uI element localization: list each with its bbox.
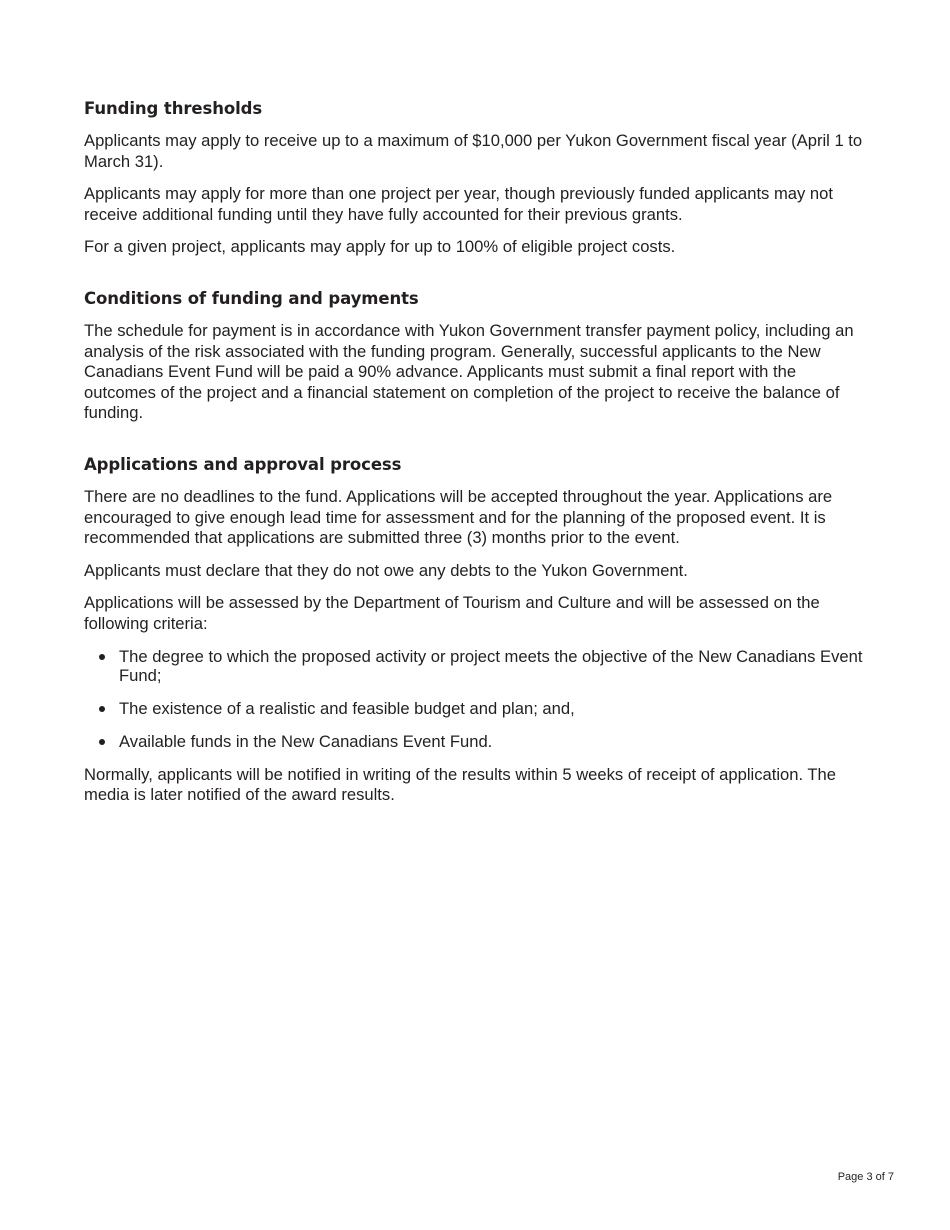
bullet-icon bbox=[99, 654, 105, 660]
paragraph: Applicants may apply for more than one project per year, though previously funded applicants may not receive additional funding until they have fully accounted for their previous grants. bbox=[84, 184, 833, 224]
paragraph: For a given project, applicants may apply for up to 100% of eligible project costs. bbox=[84, 237, 676, 257]
paragraph: Applicants may apply to receive up to a maximum of $10,000 per Yukon Government fiscal year (April 1 to March 31). bbox=[84, 131, 863, 171]
list-item bbox=[84, 732, 869, 751]
list-item bbox=[84, 699, 869, 718]
section-conditions-of-funding bbox=[84, 288, 869, 424]
bullet-icon bbox=[99, 706, 105, 712]
paragraph: Applicants must declare that they do not owe any debts to the Yukon Government. bbox=[84, 560, 688, 580]
paragraph: The schedule for payment is in accordance with Yukon Government transfer payment policy, including an analysis of the risk associated with the funding program. Generally, successful applicants to the New Canadians Event Fund will be paid a 90% advance. Applicants must submit a final report with the outcomes of the project and a financial statement on completion of the project to receive the balance of funding. bbox=[84, 320, 854, 423]
section-heading: Conditions of funding and payments bbox=[84, 288, 419, 308]
section-funding-thresholds bbox=[84, 98, 869, 258]
bullet-icon bbox=[99, 739, 105, 745]
criteria-list bbox=[84, 647, 869, 751]
list-item bbox=[84, 647, 869, 685]
section-heading: Applications and approval process bbox=[84, 454, 402, 474]
document-page bbox=[84, 98, 869, 818]
paragraph: There are no deadlines to the fund. Applications will be accepted throughout the year. Applications are encouraged to give enough lead time for assessment and for the planning of the proposed event. It is recommended that applications are submitted three (3) months prior to the event. bbox=[84, 486, 833, 548]
list-item-text: Available funds in the New Canadians Event Fund. bbox=[119, 731, 493, 751]
section-applications-approval bbox=[84, 454, 869, 806]
list-item-text: The degree to which the proposed activity or project meets the objective of the New Canadians Event Fund; bbox=[119, 646, 863, 685]
list-item-text: The existence of a realistic and feasible budget and plan; and, bbox=[119, 698, 575, 718]
section-heading: Funding thresholds bbox=[84, 99, 263, 118]
page-number: Page 3 of 7 bbox=[837, 1171, 894, 1183]
paragraph: Applications will be assessed by the Department of Tourism and Culture and will be assessed on the following criteria: bbox=[84, 593, 820, 633]
paragraph: Normally, applicants will be notified in writing of the results within 5 weeks of receipt of application. The media is later notified of the award results. bbox=[84, 764, 837, 805]
